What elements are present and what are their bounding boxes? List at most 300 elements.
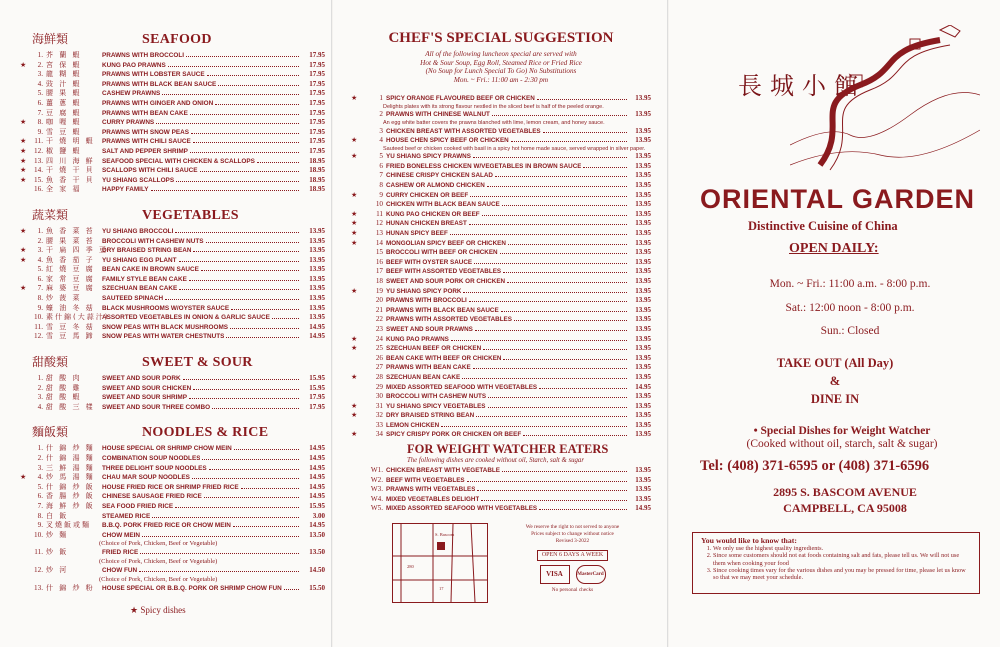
leader-dots [507, 282, 627, 283]
leader-dots [483, 349, 627, 350]
item-name: SEAFOOD SPECIAL WITH CHICKEN & SCALLOPS [102, 157, 255, 165]
item-name: DRY BRAISED STRING BEAN [386, 412, 475, 420]
item-price: 17.95 [309, 127, 325, 136]
item-number: 29 [375, 382, 383, 391]
chef-item [351, 363, 651, 373]
item-number: 23 [375, 324, 383, 333]
item-name: SAUTEED SPINACH [102, 295, 164, 303]
weight-watcher-item [351, 466, 651, 476]
item-price: 17.95 [309, 393, 325, 402]
item-price: 14.50 [309, 565, 325, 574]
item-number: 15 [375, 248, 383, 257]
leader-dots [470, 196, 627, 197]
item-name: PRAWNS WITH BLACK BEAN SAUCE [102, 80, 217, 88]
item-name: BEEF WITH OYSTER SAUCE [386, 258, 473, 266]
menu-item [20, 137, 325, 147]
leader-dots [467, 481, 627, 482]
item-chinese-name: 干 燒 明 蝦 [46, 137, 95, 146]
item-name: HOUSE SPECIAL OR SHRIMP CHOW MEIN [102, 445, 232, 453]
item-name: HOUSE CHEN SPICY BEEF OR CHICKEN [386, 137, 509, 145]
item-price: 13.95 [635, 466, 651, 475]
weight-watcher-title: FOR WEIGHT WATCHER EATERS [407, 442, 609, 457]
item-chinese-name: 魚 香 菜 苔 [46, 226, 95, 235]
spicy-star-icon: ★ [20, 166, 27, 175]
item-chinese-name: 全 家 福 [46, 185, 82, 194]
leader-dots [482, 215, 627, 216]
item-number: 12 [375, 219, 383, 228]
menu-item [20, 99, 325, 109]
item-price: 13.95 [309, 226, 325, 235]
restaurant-name: ORIENTAL GARDEN [700, 184, 976, 214]
item-price: 13.95 [309, 284, 325, 293]
menu-item [20, 512, 325, 522]
chef-item [351, 354, 651, 364]
item-name: HAPPY FAMILY [102, 186, 149, 194]
item-price: 15.95 [309, 501, 325, 510]
leader-dots [200, 171, 299, 172]
item-price: 13.95 [635, 161, 651, 170]
chef-item [351, 258, 651, 268]
item-price: 17.95 [309, 118, 325, 127]
item-name: SZECHUAN BEAN CAKE [386, 373, 461, 381]
item-name: YU SHIANG SCALLOPS [102, 176, 175, 184]
chef-item [351, 229, 651, 239]
item-price: 13.95 [635, 401, 651, 410]
item-number: 2 [379, 110, 383, 119]
item-name: MONGOLIAN SPICY BEEF OR CHICKEN [386, 239, 506, 247]
item-chinese-name: 干 燒 干 貝 [46, 166, 95, 175]
item-description: Sauteed beef or chicken cooked with basil in a spicy hot home made sauce, served wrapped in silver paper. [383, 145, 646, 152]
item-chinese-name: 腰 果 菜 苔 [46, 236, 95, 245]
leader-dots [463, 292, 627, 293]
item-number: 1 [379, 94, 383, 103]
leader-dots [175, 232, 299, 233]
item-name: MIXED ASSORTED SEAFOOD WITH VEGETABLES [386, 383, 538, 391]
item-number: 11. [34, 137, 43, 146]
menu-item [20, 374, 325, 384]
leader-dots [189, 280, 299, 281]
item-name: KUNG PAO CHICKEN OR BEEF [386, 210, 480, 218]
leader-dots [207, 75, 299, 76]
leader-dots [233, 526, 299, 527]
spicy-star-icon: ★ [351, 286, 358, 295]
spicy-star-icon: ★ [20, 156, 27, 165]
leader-dots [474, 263, 627, 264]
item-price: 13.50 [309, 530, 325, 539]
item-price: 18.95 [309, 166, 325, 175]
item-price: 14.95 [309, 454, 325, 462]
spicy-star-icon: ★ [20, 473, 27, 482]
item-chinese-name: 雪 豆 蝦 [46, 127, 82, 136]
item-number: 3. [37, 393, 43, 402]
leader-dots [209, 469, 299, 470]
leader-dots [176, 181, 299, 182]
leader-dots [481, 500, 627, 501]
item-name: BLACK MUSHROOMS W/OYSTER SAUCE [102, 304, 230, 312]
leader-dots [514, 320, 627, 321]
item-number: 7. [37, 501, 43, 510]
item-number: 9. [37, 127, 43, 136]
item-number: 2. [37, 60, 43, 69]
menu-item [20, 237, 325, 247]
chef-item [351, 136, 651, 146]
item-price: 13.95 [635, 248, 651, 257]
chef-item [351, 210, 651, 220]
item-name: HUNAN CHICKEN BREAST [386, 220, 467, 228]
item-name: MIXED ASSORTED SEAFOOD WITH VEGETABLES [386, 505, 538, 513]
item-name: SZECHUAN BEEF OR CHICKEN [386, 345, 482, 353]
item-price: 14.95 [635, 504, 651, 513]
menu-item [20, 176, 325, 186]
item-chinese-name: 宮 保 蝦 [46, 60, 82, 69]
leader-dots [284, 589, 299, 590]
leader-dots [190, 152, 299, 153]
spicy-star-icon: ★ [20, 246, 27, 255]
leader-dots [218, 85, 299, 86]
item-number: 5. [37, 89, 43, 98]
item-number: 5. [37, 265, 43, 274]
leader-dots [477, 490, 627, 491]
takeout-dinein: TAKE OUT (All Day) & DINE IN [776, 356, 894, 406]
spicy-star-icon: ★ [351, 401, 358, 410]
item-price: 15.50 [309, 583, 325, 592]
item-number: 16. [34, 185, 43, 194]
item-number: 21 [375, 305, 383, 314]
item-price: 13.95 [635, 257, 651, 266]
item-number: 12. [34, 146, 43, 155]
item-name: BEEF WITH VEGETABLES [386, 476, 465, 484]
no-checks: No personal checks [551, 587, 594, 593]
leader-dots [234, 449, 299, 450]
item-name: CURRY CHICKEN OR BEEF [386, 191, 469, 199]
know-box: You would like to know that: 1. We only use the highest quality ingredients. 2. Since some customers should not eat foods containing salt and fats, please tell us. We will not use them when cooking your food 3. Since cooking times vary for the various dishes and you may be pressed for time, please let us know so that we may meet your schedule. [692, 532, 980, 594]
chinese-restaurant-name: 長城小館 [738, 72, 866, 100]
leader-dots [539, 509, 627, 510]
item-price: 17.95 [309, 146, 325, 155]
spicy-star-icon: ★ [351, 411, 358, 420]
item-name: PRAWNS WITH ASSORTED VEGETABLES [386, 316, 512, 324]
menu-item [20, 483, 325, 493]
map-label-17: 17 [439, 586, 444, 591]
item-chinese-name: 紅 燒 豆 腐 [46, 265, 95, 274]
spicy-star-icon: ★ [20, 175, 27, 184]
leader-dots [495, 176, 627, 177]
leader-dots [508, 244, 627, 245]
item-chinese-name: 什 錦 炒 粉 [46, 583, 95, 592]
chef-item [351, 287, 651, 297]
weight-watcher-note: • Special Dishes for Weight Watcher (Cooked without oil, starch, salt & sugar) [746, 425, 938, 450]
menu-item [20, 256, 325, 266]
menu-item [20, 454, 325, 464]
item-name: YU SHIANG SPICY PRAWNS [386, 153, 471, 161]
leader-dots [204, 497, 299, 498]
leader-dots [179, 261, 299, 262]
item-chinese-name: 咖 喱 蝦 [46, 118, 82, 127]
left-menu-sections [20, 30, 325, 593]
item-name: CHINESE CRISPY CHICKEN SALAD [386, 172, 493, 180]
item-chinese-name: 三 鮮 湯 麵 [46, 463, 95, 472]
item-name: BROCCOLI WITH BEEF OR CHICKEN [386, 249, 498, 257]
item-price: 14.95 [309, 463, 325, 472]
item-number: 6. [37, 98, 43, 107]
menu-item [20, 70, 325, 80]
item-number: 2. [37, 383, 43, 392]
item-number: 30 [375, 392, 383, 401]
leader-dots [469, 301, 627, 302]
item-chinese-name: 炒 馬 湯 麵 [46, 473, 95, 482]
leader-dots [231, 309, 299, 310]
item-chinese-name: 什 錦 湯 麵 [46, 454, 95, 462]
item-name: SWEET AND SOUR CHICKEN [102, 384, 192, 392]
item-number: 1. [37, 51, 43, 59]
menu-item [20, 166, 325, 176]
menu-item [20, 492, 325, 502]
item-chinese-name: 什 錦 炒 麵 [46, 444, 95, 453]
section-chinese-title: 甜酸類 [32, 355, 69, 370]
item-price: 17.95 [309, 60, 325, 69]
spicy-star-icon: ★ [351, 334, 358, 343]
item-number: 11. [34, 322, 43, 331]
item-name: SWEET AND SOUR THREE COMBO [102, 403, 211, 411]
leader-dots [179, 289, 299, 290]
item-number: 9 [379, 190, 383, 199]
chef-item [351, 267, 651, 277]
menu-item [20, 128, 325, 138]
item-name: HOUSE SPECIAL OR B.B.Q. PORK OR SHRIMP CHOW FUN [102, 584, 282, 592]
spicy-star-icon: ★ [20, 60, 27, 69]
item-chinese-name: 蠔 油 冬 菇 [46, 303, 95, 312]
item-price: 13.95 [635, 219, 651, 228]
leader-dots [192, 478, 299, 479]
section-title: SEAFOOD [142, 32, 212, 47]
item-number: 10 [375, 200, 383, 209]
item-price: 13.95 [635, 305, 651, 314]
leader-dots [206, 242, 299, 243]
menu-item [20, 109, 325, 119]
leader-dots [201, 270, 299, 271]
item-number: 34 [375, 430, 383, 439]
leader-dots [152, 517, 299, 518]
item-price: 13.95 [309, 246, 325, 255]
item-name: FRIED RICE [102, 549, 139, 557]
leader-dots [193, 142, 299, 143]
item-number: 4. [37, 473, 43, 482]
item-name: STEAMED RICE [102, 512, 151, 520]
item-number: 10. [34, 530, 43, 539]
item-number: 7 [379, 171, 383, 180]
item-number: 8. [37, 294, 43, 303]
chef-item [351, 94, 651, 104]
chef-item [351, 402, 651, 412]
leader-dots [503, 272, 627, 273]
item-chinese-name: 什 錦 炒 飯 [46, 482, 95, 491]
section-header [32, 353, 325, 371]
chef-item [351, 191, 651, 201]
location-map [392, 523, 488, 603]
policy-notes: We reserve the right to not served to anyone Prices subject to change without notice Revised 3-2022 OPEN 6 DAYS A WEEK VISA MasterCard No personal checks [500, 524, 645, 594]
item-name: CURRY PRAWNS [102, 119, 155, 127]
item-name: KUNG PAO PRAWNS [102, 61, 166, 69]
mastercard-icon: MasterCard [576, 565, 606, 584]
item-name: PRAWNS WITH LOBSTER SAUCE [102, 71, 205, 79]
item-number: 8 [379, 181, 383, 190]
item-price: 13.95 [635, 200, 651, 209]
item-number: 5 [379, 152, 383, 161]
item-price: 17.95 [309, 402, 325, 411]
item-price: 13.95 [635, 110, 651, 119]
tagline: Distinctive Cuisine of China [748, 219, 898, 233]
item-chinese-name: 豆 腐 蝦 [46, 108, 82, 117]
leader-dots [257, 162, 299, 163]
item-number: 3. [37, 463, 43, 472]
item-number: 11 [376, 209, 383, 218]
item-number: 15. [34, 175, 43, 184]
item-price: 17.95 [309, 108, 325, 117]
leader-dots [162, 94, 299, 95]
item-name: BROCCOLI WITH CASHEW NUTS [102, 237, 204, 245]
leader-dots [202, 459, 299, 460]
section-title: NOODLES & RICE [142, 425, 269, 441]
leader-dots [165, 299, 299, 300]
leader-dots [190, 114, 299, 115]
hours-sunday: Sun.: Closed [820, 325, 880, 337]
item-name: HUNAN SPICY BEEF [386, 230, 448, 237]
item-price: 13.95 [635, 171, 651, 180]
item-chinese-name: 白 飯 [46, 511, 69, 520]
menu-item [20, 157, 325, 167]
menu-item [20, 521, 325, 531]
item-name: SWEET AND SOUR SHRIMP [102, 394, 187, 402]
item-price: 13.95 [309, 274, 325, 283]
spicy-star-icon: ★ [20, 284, 27, 293]
item-chinese-name: 炒 飯 [46, 548, 69, 557]
item-number: 6. [37, 274, 43, 283]
leader-dots [537, 99, 627, 100]
item-chinese-name: 甜 酸 蝦 [46, 393, 82, 402]
item-price: 13.95 [635, 181, 651, 190]
item-name: CHICKEN BREAST WITH ASSORTED VEGETABLES [386, 127, 541, 135]
item-price: 18.95 [309, 175, 325, 184]
menu-item [20, 313, 325, 323]
leader-dots [183, 379, 299, 380]
spicy-star-icon: ★ [351, 152, 358, 161]
chef-item [351, 171, 651, 181]
menu-item [20, 464, 325, 474]
leader-dots [543, 132, 627, 133]
item-number: 14 [375, 238, 383, 247]
item-number: 19 [375, 286, 383, 295]
leader-dots [450, 234, 627, 235]
item-price: 13.95 [635, 229, 651, 237]
item-number: 33 [375, 420, 383, 429]
chef-item [351, 296, 651, 306]
item-description: An egg white batter covers the prawns blanched with lime, lemon cream, and honey sauce. [383, 120, 605, 127]
item-name: ASSORTED VEGETABLES IN ONION & GARLIC SAUCE [102, 314, 270, 322]
item-price: 13.95 [635, 324, 651, 333]
weight-watcher-item [351, 476, 651, 486]
spicy-star-icon: ★ [351, 190, 358, 199]
item-number: 32 [375, 411, 383, 420]
item-price: 17.95 [309, 89, 325, 98]
item-number: 2. [37, 236, 43, 245]
spicy-star-icon: ★ [20, 255, 27, 264]
spicy-star-icon: ★ [20, 226, 27, 235]
item-number: 14. [34, 166, 43, 175]
know-list: 1. We only use the highest quality ingredients. 2. Since some customers should not eat foods containing salt and fats, please tell us. We will not use them when cooking your food 3. Since cooking times vary for the various dishes and you may be pressed for time, please let us know so that we may meet your schedule. [701, 545, 971, 581]
item-number: 13. [34, 583, 43, 592]
spicy-star-icon: ★ [351, 219, 358, 228]
item-name: BEEF WITH ASSORTED VEGETABLES [386, 268, 502, 276]
weight-watcher-list [351, 466, 651, 514]
leader-dots [168, 66, 299, 67]
spicy-star-icon: ★ [20, 146, 27, 155]
menu-item [20, 294, 325, 304]
item-number: 17 [375, 267, 383, 276]
item-number: 2. [37, 454, 43, 462]
item-number: 11. [34, 548, 43, 557]
item-price: 13.95 [309, 255, 325, 264]
item-chinese-name: 四 川 海 鮮 [46, 156, 95, 165]
chef-item [351, 344, 651, 354]
menu-item [20, 548, 325, 558]
leader-dots [215, 104, 299, 105]
item-number: W1. [370, 466, 383, 475]
item-price: 13.95 [635, 190, 651, 199]
leader-dots [142, 536, 299, 537]
spicy-star-icon: ★ [20, 137, 27, 146]
menu-item [20, 531, 325, 541]
item-price: 13.95 [635, 430, 651, 439]
section-header [32, 423, 325, 441]
item-chinese-name: 豉 汁 蝦 [46, 79, 82, 88]
leader-dots [151, 190, 299, 191]
menu-item [20, 332, 325, 342]
item-name: CHOW MEIN [102, 531, 140, 539]
item-chinese-name: 叉燒飯或麵 [46, 521, 91, 530]
spicy-star-icon: ★ [351, 372, 358, 381]
item-price: 13.95 [635, 94, 651, 103]
item-number: 1. [37, 226, 43, 235]
chef-item [351, 200, 651, 210]
telephone[interactable]: Tel: (408) 371-6595 or (408) 371-6596 [700, 458, 930, 474]
chef-special-title: CHEF'S SPECIAL SUGGESTION [388, 30, 614, 46]
item-number: 20 [375, 296, 383, 305]
section-chinese-title: 海鮮類 [32, 32, 69, 46]
item-price: 13.95 [309, 236, 325, 245]
item-price: 14.95 [309, 332, 325, 341]
item-name: BEAN CAKE WITH BEEF OR CHICKEN [386, 354, 502, 362]
chef-item [351, 315, 651, 325]
item-name: SZECHUAN BEAN CAKE [102, 285, 178, 293]
item-number: 28 [375, 372, 383, 381]
item-price: 13.95 [635, 372, 651, 381]
item-name: SEA FOOD FRIED RICE [102, 502, 174, 510]
item-chinese-name: 炒 河 [46, 565, 69, 574]
leader-dots [523, 435, 627, 436]
spicy-note: ★ Spicy dishes [130, 605, 186, 616]
item-price: 15.95 [309, 374, 325, 383]
item-number: 22 [375, 315, 383, 324]
payment-cards [500, 565, 645, 584]
weight-watcher-item [351, 495, 651, 505]
leader-dots [469, 224, 627, 225]
item-name: PRAWNS WITH BEAN CAKE [102, 109, 188, 117]
item-number: 4. [37, 255, 43, 264]
chef-item [351, 248, 651, 258]
leader-dots [186, 56, 299, 57]
item-name: PRAWNS WITH VEGETABLES [386, 486, 476, 494]
item-number: 3. [37, 246, 43, 255]
